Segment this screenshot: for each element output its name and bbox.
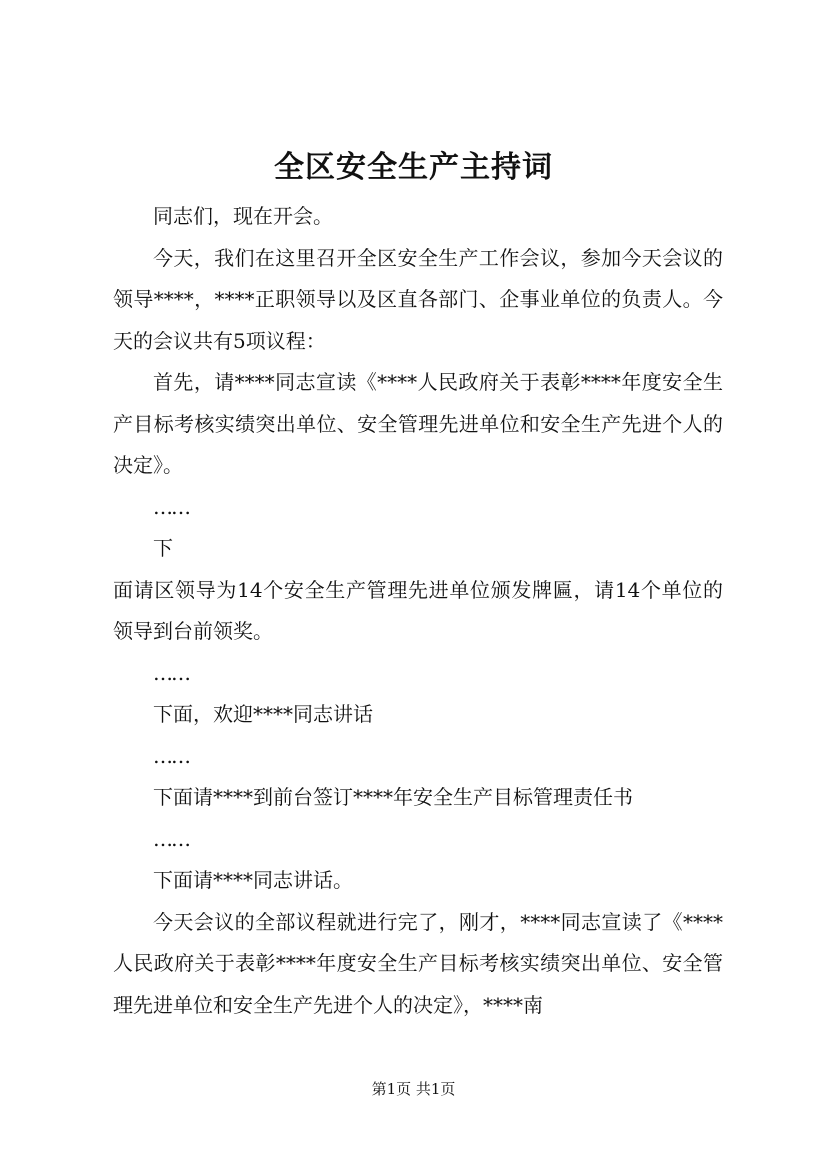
ellipsis-line: …… <box>153 494 189 519</box>
paragraph: 同志们，现在开会。 <box>153 204 333 228</box>
ellipsis-line: …… <box>153 826 189 851</box>
document-body <box>113 196 723 1026</box>
paragraph: 下 <box>153 536 173 560</box>
ellipsis-line: …… <box>153 660 189 685</box>
paragraph: 面请区领导为14个安全生产管理先进单位颁发牌匾，请14个单位的领导到台前领奖。 <box>113 577 723 643</box>
ellipsis-line: …… <box>153 743 189 768</box>
paragraph: 首先，请****同志宣读《****人民政府关于表彰****年度安全生产目标考核实绩突出单位、安全管理先进单位和安全生产先进个人的决定》。 <box>113 370 723 477</box>
paragraph: 今天会议的全部议程就进行完了，刚才，****同志宣读了《****人民政府关于表彰****年度安全生产目标考核实绩突出单位、安全管理先进单位和安全生产先进个人的决定》，****南 <box>113 909 723 1017</box>
paragraph: 今天，我们在这里召开全区安全生产工作会议，参加今天会议的领导****，****正职领导以及区直各部门、企事业单位的负责人。今天的会议共有5项议程： <box>113 245 723 353</box>
document-title: 全区安全生产主持词 <box>274 150 553 185</box>
paragraph: 下面，欢迎****同志讲话 <box>153 702 373 726</box>
paragraph: 下面请****到前台签订****年安全生产目标管理责任书 <box>153 785 633 809</box>
paragraph: 下面请****同志讲话。 <box>153 868 353 892</box>
page-footer: 第1页 共1页 <box>371 1080 456 1098</box>
